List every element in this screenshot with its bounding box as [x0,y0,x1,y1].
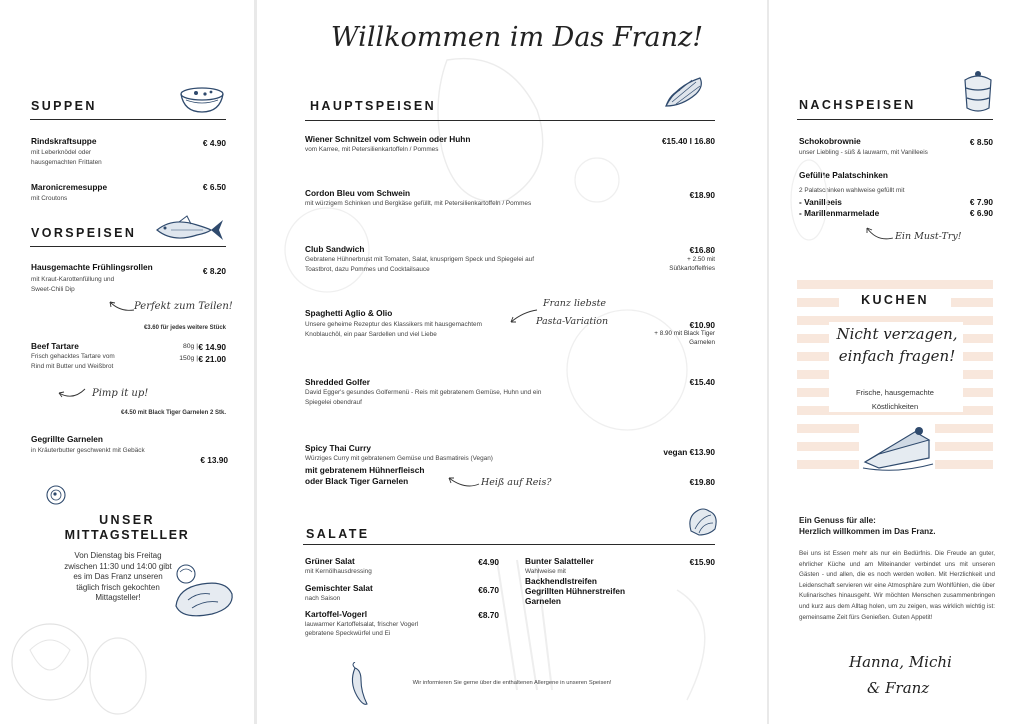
tartare-size-1: 80g | [183,343,198,350]
chili-icon [347,662,371,708]
salate-title: SALATE [306,527,370,541]
bunter-option-3: Garnelen [525,596,561,606]
cordon-desc: mit würzigem Schinken und Bergkäse gefüllt, mit Petersilienkartoffeln / Pommes [305,200,532,207]
aglio-extra-1: + 8.90 mit Black Tiger [654,330,715,337]
aglio-name: Spaghetti Aglio & Olio [305,308,393,318]
kuchen-line-2: Köstlichkeiten [871,402,919,411]
kartoffel-vogerl-desc-1: lauwarmer Kartoffelsalat, frischer Vogerl [305,621,419,628]
vegetable-background-icon [769,0,1024,724]
fruehlingsrollen-note: Perfekt zum Teilen! [134,301,233,312]
club-desc: Gebratene Hühnerbrust mit Tomaten, Salat, knusprigem Speck und Spiegelei auf Toastbrot, dazu Pommes und Cocktailsauce [305,256,535,273]
tartare-price-1: € 14.90 [198,342,226,352]
lettuce-icon [685,505,721,537]
fruehlingsrollen-name: Hausgemachte Frühlingsrollen [31,262,153,272]
left-panel [0,0,254,724]
curry-price-vegan: vegan €13.90 [663,447,715,457]
bunter-salatteller-desc: Wahlweise mit [525,568,566,575]
curry-price-meat: €19.80 [689,477,715,487]
club-price: €16.80 [689,245,715,255]
schnitzel-name: Wiener Schnitzel vom Schwein oder Huhn [305,134,471,144]
haupt-title: HAUPTSPEISEN [310,99,437,113]
fruehlingsrollen-extra: €3.60 für jedes weitere Stück [143,325,226,331]
rindskraftsuppe-price: € 4.90 [202,138,226,148]
soup-bowl-icon [178,84,226,114]
bunter-option-2: Gegrillten Hühnerstreifen [525,586,626,596]
welcome-title: Willkommen im Das Franz! [330,22,704,53]
golfer-desc: David Egger's gesundes Golfermenü - Reis mit gebratenem Gemüse, Huhn und ein Spiegelei obendrauf [305,389,542,406]
suppen-rule [30,119,226,120]
club-name: Club Sandwich [305,244,365,254]
mittag-title-2: MITTAGSTELLER [64,528,190,542]
maronicremesuppe-price: € 6.50 [202,182,226,192]
garnelen-name: Gegrillte Garnelen [31,434,103,444]
aglio-note-1: Franz liebste [543,298,607,309]
gruener-salat-desc: mit Kernölhausdressing [305,568,372,575]
schnitzel-desc: vom Karree, mit Petersilienkartoffeln / Pommes [305,146,439,153]
gemischter-salat-desc: nach Saison [305,595,341,602]
curry-note: Heiß auf Reis? [481,477,552,488]
kartoffel-vogerl-desc-2: gebratene Speckwürfel und Ei [305,630,391,637]
kartoffel-vogerl-price: €8.70 [478,610,499,620]
tartare-size-2: 150g | [179,355,198,362]
curved-arrow-icon [445,470,481,490]
gruener-salat-price: €4.90 [478,557,499,567]
palatschinken-price-1: € 7.90 [969,197,993,207]
mittag-text: Von Dienstag bis Freitag zwischen 11:30 und 14:00 gibt es im Das Franz unseren täglich frisch gekochten Mittagsteller! [64,551,172,602]
genuss-title-2: Herzlich willkommen im Das Franz. [799,527,936,536]
kuchen-title: KUCHEN [861,293,929,307]
maronicremesuppe-name: Maronicremesuppe [31,182,108,192]
bread-icon [168,560,238,622]
palatschinken-option-2: - Marillenmarmelade [799,208,880,218]
aglio-price: €10.90 [689,320,715,330]
brownie-name: Schokobrownie [799,136,861,146]
haupt-rule [305,120,715,121]
garnelen-desc: in Kräuterbutter geschwenkt mit Gebäck [31,447,145,454]
palatschinken-note: Ein Must-Try! [895,231,962,242]
bunter-salatteller-name: Bunter Salatteller [525,556,594,566]
kuchen-script-2: einfach fragen! [838,347,956,365]
palatschinken-desc: 2 Palatschinken wahlweise gefüllt mit [799,187,905,194]
club-extra-1: + 2.50 mit [687,256,715,263]
rindskraftsuppe-desc: mit Leberknödel oder hausgemachten Frittaten [31,149,102,166]
curry-option-2: oder Black Tiger Garnelen [305,476,409,486]
golfer-price: €15.40 [689,377,715,387]
curved-arrow-icon [507,306,539,328]
tartare-name: Beef Tartare [31,341,79,351]
fish-icon [153,215,225,245]
aglio-desc: Unsere geheime Rezeptur des Klassikers mit hausgemachtem Knoblauchöl, ein paar Sardellen und viel Liebe [305,321,482,338]
aglio-extra-2: Garnelen [689,339,715,346]
vorspeisen-rule [30,246,226,247]
fruehlingsrollen-desc: mit Kraut-Karottenfüllung und Sweet-Chili Dip [31,276,115,293]
salate-rule [303,544,715,545]
cordon-price: €18.90 [689,190,715,200]
schnitzel-price: €15.40 I 16.80 [661,136,715,146]
gruener-salat-name: Grüner Salat [305,556,355,566]
right-panel [769,0,1024,724]
golfer-name: Shredded Golfer [305,377,371,387]
palatschinken-option-1: - Vanilleeis [799,197,842,207]
aglio-note-2: Pasta-Variation [536,316,609,327]
vegetable-sketch-icon [0,600,160,724]
plate-icon [44,484,68,506]
tartare-desc: Frisch gehacktes Tartare vom Rind mit Butter und Weißbrot [31,353,115,370]
kartoffel-vogerl-name: Kartoffel-Vogerl [305,609,368,619]
corn-icon [660,72,710,112]
bunter-salatteller-price: €15.90 [689,557,715,567]
curved-arrow-icon [55,383,89,403]
allergen-note: Wir informieren Sie gerne über die enthaltenen Allergene in unseren Speisen! [412,680,612,686]
maronicremesuppe-desc: mit Croutons [31,195,68,202]
tartare-price-2: € 21.00 [198,354,226,364]
curry-name: Spicy Thai Curry [305,443,371,453]
nach-title: NACHSPEISEN [799,98,916,112]
curved-arrow-icon [104,296,136,316]
fruehlingsrollen-price: € 8.20 [202,266,226,276]
rindskraftsuppe-name: Rindskraftsuppe [31,136,97,146]
vorspeisen-title: VORSPEISEN [31,226,137,240]
palatschinken-name: Gefüllte Palatschinken [799,170,888,180]
bunter-option-1: Backhendlstreifen [525,576,597,586]
garnelen-price: € 13.90 [200,455,228,465]
genuss-text: Bei uns ist Essen mehr als nur ein Bedürfnis. Die Freude an guter, ehrlicher Küche und am Miteinander verbindet uns mit unseren Gästen - und allen, die es noch werden wollen. Mit Herzlichkeit und Leidenschaft servieren wir eine Atmosphäre zum Wohlfühlen, die über Kulinarisches hinausgeht. Wir möchten Menschen zusammenbringen und kurz aus dem Alltag holen, um zu zeigen, was wirklich wichtig ist: gemeinsame Zeit fürs Genießen. Guten Appetit! [799,550,995,621]
brownie-desc: unser Liebling - süß & lauwarm, mit Vanilleeis [799,149,928,156]
genuss-title-1: Ein Genuss für alle: [799,516,876,525]
brownie-price: € 8.50 [969,137,993,147]
kuchen-script-1: Nicht verzagen, [836,325,958,343]
kuchen-line-1: Frische, hausgemachte [856,388,934,397]
tartare-extra: €4.50 mit Black Tiger Garnelen 2 Stk. [121,410,226,416]
palatschinken-price-2: € 6.90 [969,208,993,218]
club-extra-2: Süßkartoffelfries [669,265,715,272]
mittag-title-1: UNSER [99,513,155,527]
gemischter-salat-name: Gemischter Salat [305,583,373,593]
gemischter-salat-price: €6.70 [478,585,499,595]
suppen-title: SUPPEN [31,99,97,113]
signature-line-1: Hanna, Michi [849,653,952,671]
middle-panel [257,0,767,724]
curry-desc: Würziges Curry mit gebratenem Gemüse und Basmatireis (Vegan) [305,455,493,462]
curry-option-1: mit gebratenem Hühnerfleisch [305,465,425,475]
cordon-name: Cordon Bleu vom Schwein [305,188,411,198]
tartare-note: Pimp it up! [92,388,149,399]
signature-line-2: & Franz [867,679,930,697]
